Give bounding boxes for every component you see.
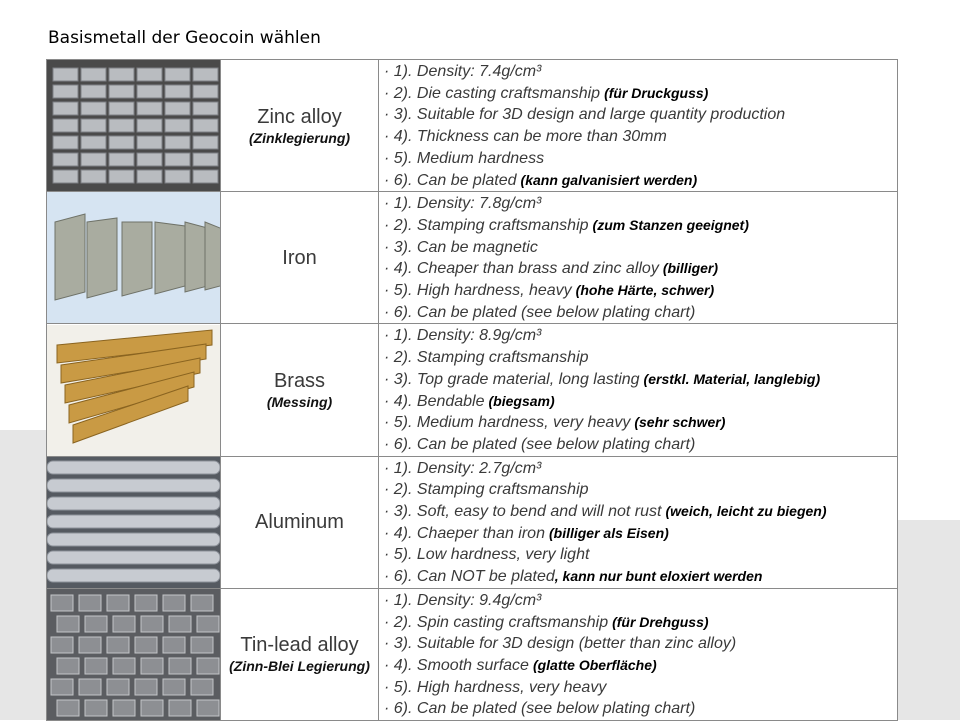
metal-name-german: (Zinn-Blei Legierung) bbox=[229, 658, 370, 675]
background-shape-right bbox=[896, 520, 960, 720]
property-item bbox=[384, 434, 897, 456]
metal-row bbox=[47, 456, 898, 588]
property-item bbox=[384, 126, 897, 148]
property-item bbox=[384, 633, 897, 655]
property-text: · 2). Stamping craftsmanship bbox=[384, 349, 589, 367]
property-german-note: (biegsam) bbox=[488, 392, 555, 409]
property-text: · 6). Can NOT be plated bbox=[384, 568, 555, 586]
property-text: · 6). Can be plated (see below plating chart) bbox=[384, 435, 696, 453]
property-german-note: (für Drehguss) bbox=[612, 613, 709, 630]
property-text: · 4). Bendable bbox=[384, 392, 485, 410]
metal-name-cell bbox=[221, 324, 379, 456]
metal-name-german: (Messing) bbox=[266, 393, 333, 410]
metal-properties-cell bbox=[379, 192, 898, 324]
property-item bbox=[384, 566, 897, 588]
metal-image-cell bbox=[47, 60, 221, 192]
property-item bbox=[384, 501, 897, 523]
property-list bbox=[379, 60, 897, 191]
tin-lead-ingots-image bbox=[47, 589, 220, 720]
property-item bbox=[384, 479, 897, 501]
property-item bbox=[384, 698, 897, 720]
property-item bbox=[384, 148, 897, 170]
metal-name: Brass bbox=[273, 369, 326, 392]
property-item bbox=[384, 83, 897, 105]
aluminum-rods-image bbox=[47, 457, 220, 588]
property-german-note: (weich, leicht zu biegen) bbox=[665, 503, 827, 520]
property-list bbox=[379, 589, 897, 720]
metal-name: Tin-lead alloy bbox=[240, 634, 359, 657]
property-item bbox=[384, 193, 897, 215]
property-text: · 5). High hardness, heavy bbox=[384, 282, 572, 300]
slide-title: Basismetall der Geocoin wählen bbox=[48, 28, 321, 48]
property-text: · 2). Spin casting craftsmanship bbox=[384, 613, 609, 631]
property-german-note: (für Druckguss) bbox=[604, 84, 709, 101]
property-list bbox=[379, 192, 897, 323]
property-text: · 5). High hardness, very heavy bbox=[384, 678, 607, 696]
property-text: · 6). Can be plated bbox=[384, 171, 517, 189]
property-item bbox=[384, 391, 897, 413]
metal-properties-cell bbox=[379, 60, 898, 192]
property-text: · 6). Can be plated (see below plating chart) bbox=[384, 303, 696, 321]
zinc-ingots-image bbox=[47, 60, 220, 191]
property-german-note: , kann nur bunt eloxiert werden bbox=[554, 568, 763, 585]
property-text: · 3). Soft, easy to bend and will not rust bbox=[384, 503, 662, 521]
metal-row bbox=[47, 60, 898, 192]
property-item bbox=[384, 544, 897, 566]
property-text: · 2). Stamping craftsmanship bbox=[384, 216, 589, 234]
property-item bbox=[384, 215, 897, 237]
property-text: · 2). Die casting craftsmanship bbox=[384, 84, 601, 102]
property-list bbox=[379, 324, 897, 455]
property-german-note: (billiger) bbox=[662, 260, 719, 277]
metal-name: Iron bbox=[282, 246, 317, 269]
iron-bars-image bbox=[47, 192, 220, 323]
metal-image-cell bbox=[47, 588, 221, 720]
property-text: · 3). Top grade material, long lasting bbox=[384, 370, 640, 388]
property-text: · 6). Can be plated (see below plating chart) bbox=[384, 700, 696, 718]
property-item bbox=[384, 280, 897, 302]
property-item bbox=[384, 612, 897, 634]
property-german-note: (billiger als Eisen) bbox=[548, 524, 669, 541]
property-german-note: (erstkl. Material, langlebig) bbox=[643, 370, 821, 387]
property-item bbox=[384, 258, 897, 280]
metal-properties-cell bbox=[379, 324, 898, 456]
metal-name-cell bbox=[221, 456, 379, 588]
property-text: · 2). Stamping craftsmanship bbox=[384, 481, 589, 499]
property-text: · 1). Density: 7.4g/cm³ bbox=[384, 63, 542, 80]
metal-comparison-table bbox=[46, 59, 898, 721]
property-text: · 3). Suitable for 3D design (better than zinc alloy) bbox=[384, 635, 737, 653]
property-text: · 1). Density: 2.7g/cm³ bbox=[384, 459, 542, 477]
property-item bbox=[384, 655, 897, 677]
metal-image-cell bbox=[47, 324, 221, 456]
metal-name: Aluminum bbox=[255, 511, 344, 534]
property-text: · 4). Smooth surface bbox=[384, 656, 529, 674]
property-text: · 3). Can be magnetic bbox=[384, 238, 538, 256]
property-text: · 1). Density: 9.4g/cm³ bbox=[384, 591, 542, 609]
property-text: · 4). Chaeper than iron bbox=[384, 524, 545, 542]
property-german-note: (hohe Härte, schwer) bbox=[575, 282, 715, 299]
property-text: · 1). Density: 7.8g/cm³ bbox=[384, 195, 542, 213]
metal-properties-cell bbox=[379, 456, 898, 588]
metal-row bbox=[47, 588, 898, 720]
metal-name-cell bbox=[221, 60, 379, 192]
property-text: · 5). Medium hardness, very heavy bbox=[384, 414, 631, 432]
property-item bbox=[384, 458, 897, 480]
property-text: · 4). Thickness can be more than 30mm bbox=[384, 128, 667, 146]
property-text: · 4). Cheaper than brass and zinc alloy bbox=[384, 260, 659, 278]
property-item bbox=[384, 677, 897, 699]
metal-name-cell bbox=[221, 588, 379, 720]
property-item bbox=[384, 523, 897, 545]
metal-row bbox=[47, 192, 898, 324]
property-item bbox=[384, 104, 897, 126]
property-item bbox=[384, 170, 897, 192]
property-text: · 3). Suitable for 3D design and large quantity production bbox=[384, 106, 786, 124]
property-item bbox=[384, 412, 897, 434]
property-item bbox=[384, 61, 897, 83]
property-item bbox=[384, 302, 897, 324]
background-shape-left bbox=[0, 430, 46, 720]
property-german-note: (glatte Oberfläche) bbox=[532, 656, 657, 673]
metal-image-cell bbox=[47, 192, 221, 324]
brass-bars-image bbox=[47, 325, 220, 456]
property-item bbox=[384, 237, 897, 259]
metal-name-cell bbox=[221, 192, 379, 324]
property-item bbox=[384, 369, 897, 391]
property-item bbox=[384, 325, 897, 347]
metal-properties-cell bbox=[379, 588, 898, 720]
metal-name-german: (Zinklegierung) bbox=[248, 129, 351, 146]
property-text: · 5). Low hardness, very light bbox=[384, 546, 590, 564]
property-list bbox=[379, 457, 897, 588]
property-item bbox=[384, 347, 897, 369]
metal-name: Zinc alloy bbox=[257, 105, 342, 128]
metal-row bbox=[47, 324, 898, 456]
property-german-note: (kann galvanisiert werden) bbox=[520, 171, 698, 188]
property-text: · 1). Density: 8.9g/cm³ bbox=[384, 327, 542, 345]
property-german-note: (sehr schwer) bbox=[634, 414, 726, 431]
metal-image-cell bbox=[47, 456, 221, 588]
property-text: · 5). Medium hardness bbox=[384, 149, 545, 167]
property-german-note: (zum Stanzen geeignet) bbox=[592, 216, 749, 233]
property-item bbox=[384, 590, 897, 612]
